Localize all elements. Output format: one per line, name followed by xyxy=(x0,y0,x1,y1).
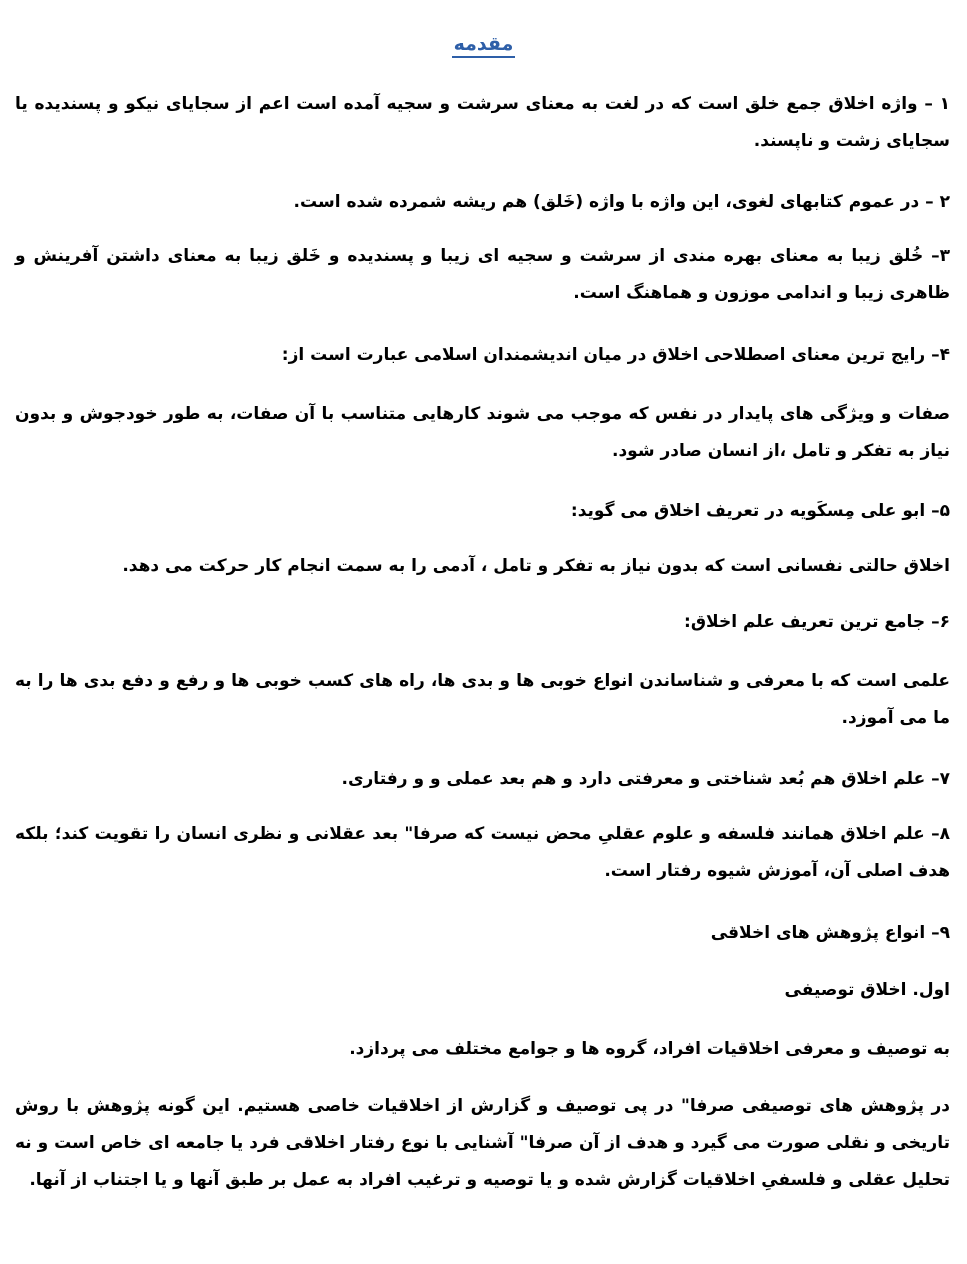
paragraph-5: ۵– ابو علی مِسکَویه در تعریف اخلاق می گوید: xyxy=(570,501,950,521)
paragraph-4-definition: صفات و ویژگی های پایدار در نفس که موجب می شوند کارهایی متناسب با آن صفات، به طور خودجوش و بدون نیاز به تفکر و تامل ،از انسان صادر شود. xyxy=(15,404,950,461)
paragraph-6: ۶– جامع ترین تعریف علم اخلاق: xyxy=(684,612,950,632)
paragraph-9: ۹– انواع پژوهش های اخلاقی xyxy=(710,923,950,943)
paragraph-3: ۳– خُلق زیبا به معنای بهره مندی از سرشت و سجیه ای زیبا و پسندیده و خَلق زیبا به معنای داشتن آفرینش و ظاهری زیبا و اندامی موزون و هماهنگ است. xyxy=(15,246,950,303)
paragraph-1: ۱ – واژه اخلاق جمع خلق است که در لغت به معنای سرشت و سجیه آمده است اعم از سجایای نیکو و پسندیده یا سجایای زشت و ناپسند. xyxy=(15,94,950,151)
paragraph-6-definition: علمی است که با معرفی و شناساندن انواع خوبی ها و بدی ها، راه های کسب خوبی ها و رفع و دفع بدی ها را به ما می آموزد. xyxy=(15,671,950,728)
paragraph-9-first-desc: به توصیف و معرفی اخلاقیات افراد، گروه ها و جوامع مختلف می پردازد. xyxy=(349,1039,950,1059)
paragraph-2: ۲ – در عموم کتابهای لغوی، این واژه با واژه (خَلق) هم ریشه شمرده شده است. xyxy=(293,192,950,212)
paragraph-9-first: اول. اخلاق توصیفی xyxy=(784,980,950,1000)
paragraph-9-first-detail: در پژوهش های توصیفی صرفا" در پی توصیف و گزارش از اخلاقیات خاصی هستیم. این گونه پژوهش با روش تاریخی و نقلی صورت می گیرد و هدف از آن صرفا" آشنایی با نوع رفتار اخلاقی فرد یا جامعه ای خاص است و نه تحلیل عقلی و فلسفیِ اخلاقیات گزارش شده و یا توصیه و ترغیب افراد به عمل بر طبق آنها و یا اجتناب از آنها. xyxy=(15,1096,950,1190)
paragraph-4: ۴– رایج ترین معنای اصطلاحی اخلاق در میان اندیشمندان اسلامی عبارت است از: xyxy=(281,345,950,365)
paragraph-5-definition: اخلاق حالتی نفسانی است که بدون نیاز به تفکر و تامل ، آدمی را به سمت انجام کار حرکت می دهد. xyxy=(122,556,950,576)
paragraph-8: ۸– علم اخلاق همانند فلسفه و علوم عقلیِ محض نیست که صرفا" بعد عقلانی و نظری انسان را تقویت کند؛ بلکه هدف اصلی آن، آموزش شیوه رفتار است. xyxy=(15,824,950,881)
page-title: مقدمه xyxy=(0,28,967,60)
paragraph-7: ۷– علم اخلاق هم بُعد شناختی و معرفتی دارد و هم بعد عملی و و رفتاری. xyxy=(341,769,950,789)
